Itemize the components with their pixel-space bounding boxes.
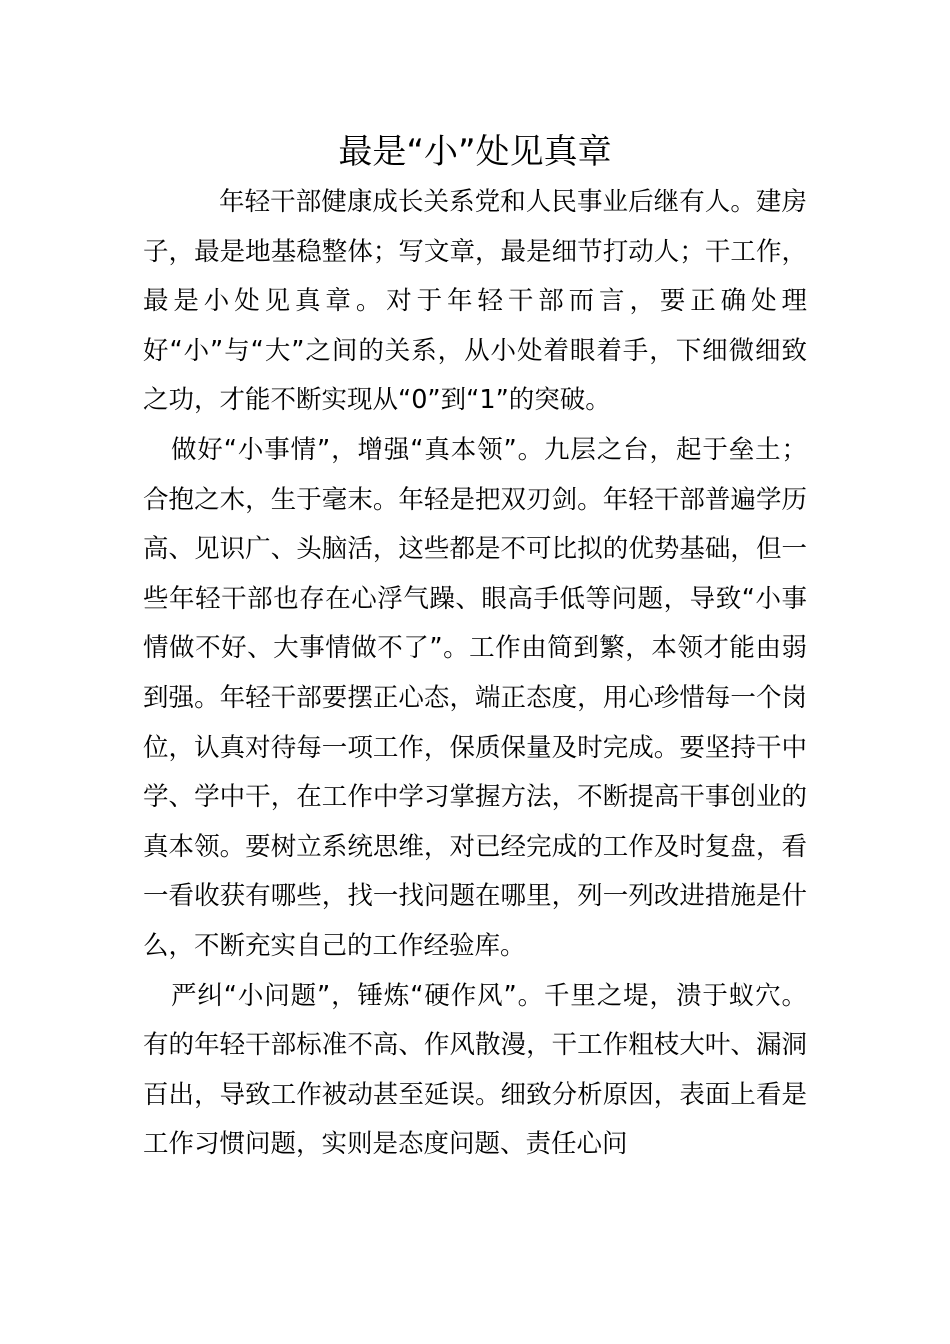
paragraph-small-matters: 做好“小事情”，增强“真本领”。九层之台，起于垒土；合抱之木，生于毫末。年轻是把双刃剑。年轻干部普遍学历高、见识广、头脑活，这些都是不可比拟的优势基础，但一些年轻干部也存在心浮气躁、眼高手低等问题，导致“小事情做不好、大事情做不了”。工作由简到繁，本领才能由弱到强。年轻干部要摆正心态，端正态度，用心珍惜每一个岗位，认真对待每一项工作，保质保量及时完成。要坚持干中学、学中干，在工作中学习掌握方法，不断提高干事创业的真本领。要树立系统思维，对已经完成的工作及时复盘，看一看收获有哪些，找一找问题在哪里，列一列改进措施是什么，不断充实自己的工作经验库。 <box>143 434 807 961</box>
document-title: 最是“小”处见真章 <box>338 132 612 172</box>
document-body <box>143 178 807 1170</box>
paragraph-small-problems: 严纠“小问题”，锤炼“硬作风”。千里之堤，溃于蚁穴。有的年轻干部标准不高、作风散漫，干工作粗枝大叶、漏洞百出，导致工作被动甚至延误。细致分析原因，表面上看是工作习惯问题，实则是态度问题、责任心问 <box>143 980 807 1160</box>
paragraph-intro: 年轻干部健康成长关系党和人民事业后继有人。建房子，最是地基稳整体；写文章，最是细节打动人；干工作，最是小处见真章。对于年轻干部而言，要正确处理好“小”与“大”之间的关系，从小处着眼着手，下细微细致之功，才能不断实现从“0”到“1”的突破。 <box>143 187 807 416</box>
